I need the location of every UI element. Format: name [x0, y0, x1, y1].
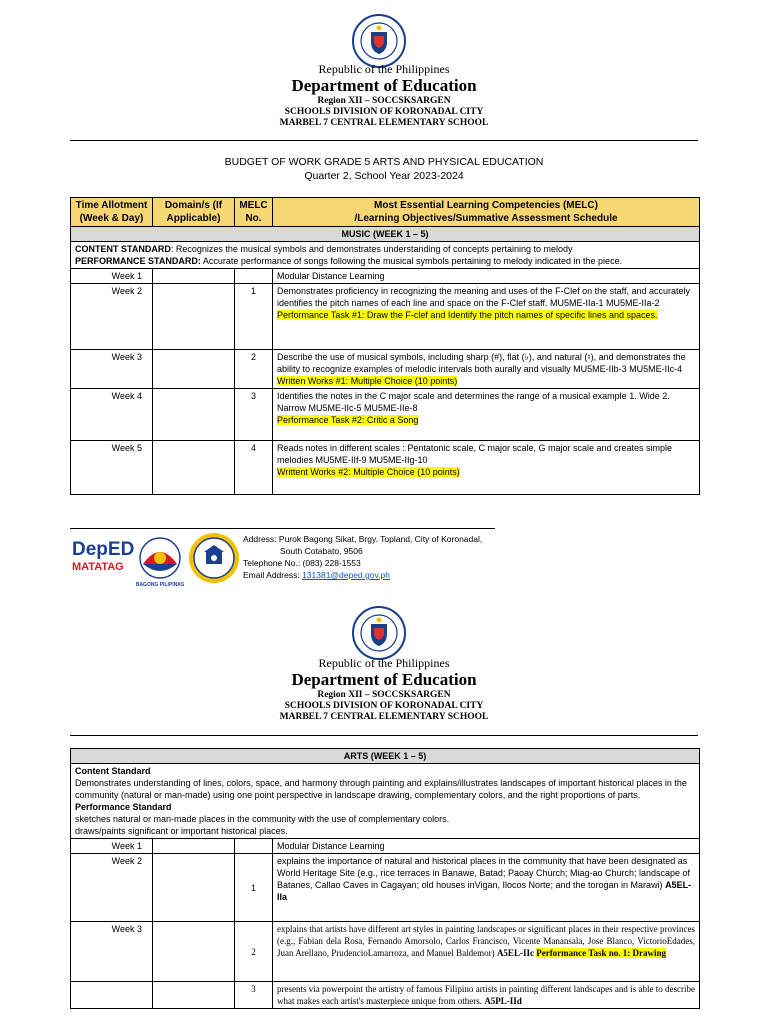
deped-logo-text: DepED [72, 539, 135, 560]
region-label: Region XII – SOCCSKSARGEN [317, 690, 451, 700]
assessment-task: Writtent Works #2: Multiple Choice (10 points) [277, 467, 460, 477]
assessment-task: Performance Task #2: Critic a Song [277, 415, 419, 425]
table-row [71, 284, 700, 350]
performance-standard-label: PERFORMANCE STANDARD: [75, 256, 201, 266]
content-standard-text: : Recognizes the musical symbols and demonstrates understanding of concepts pertaining to melody [170, 244, 573, 254]
address-line: Address: Purok Bagong Sikat, Brgy. Topland, City of Koronadal, [243, 534, 483, 544]
region-label: Region XII – SOCCSKSARGEN [317, 96, 451, 106]
republic-label: Republic of the Philippines [318, 62, 450, 76]
week-cell: Week 2 [71, 854, 153, 922]
week-cell: Week 1 [71, 839, 153, 854]
document-subtitle: Quarter 2, School Year 2023-2024 [304, 170, 464, 182]
music-band: MUSIC (WEEK 1 – 5) [71, 227, 700, 242]
department-title: Department of Education [291, 670, 477, 689]
republic-label: Republic of the Philippines [318, 656, 450, 670]
division-label: SCHOOLS DIVISION OF KORONADAL CITY [284, 107, 484, 117]
table-row [71, 854, 700, 922]
competency-cell [273, 854, 700, 922]
letterhead [0, 62, 768, 129]
col-domain-header: Domain/s (If Applicable) [153, 198, 235, 227]
assessment-task: Performance Task #1: Draw the F-clef and Identify the pitch names of specific lines and spaces. [277, 310, 658, 320]
email-label: Email Address: [243, 570, 303, 580]
school-contact [243, 533, 482, 581]
week-cell: Week 5 [71, 441, 153, 495]
competency-cell: Modular Distance Learning [273, 839, 700, 854]
melc-cell: 4 [235, 441, 273, 495]
competency-code: A5PL-IId [484, 996, 522, 1006]
col-competency-line2: /Learning Objectives/Summative Assessment Schedule [354, 213, 618, 224]
music-budget-table [70, 197, 700, 495]
week-cell: Week 3 [71, 350, 153, 389]
competency-cell [273, 922, 700, 982]
school-seal-icon [188, 532, 240, 584]
competency-text: Reads notes in different scales : Pentatonic scale, C major scale, G major scale and creates simple melodies MU5ME-IIf-9 MU5ME-IIg-10 [277, 443, 673, 465]
header-divider [70, 735, 698, 736]
letterhead [0, 656, 768, 723]
competency-code: A5EL-IIa [277, 880, 692, 902]
address-line-2: South Cotabato, 9506 [280, 546, 363, 556]
performance-standard-label: Performance Standard [75, 802, 172, 812]
melc-cell: 2 [235, 922, 273, 982]
content-standard-text: Demonstrates understanding of lines, colors, space, and harmony through painting and explains/illustrates landscapes of important historical places in the community (natural or man-made) using one point perspective in landscape drawing, complementary colors, and the right proportions of parts. [75, 778, 687, 800]
melc-cell [235, 839, 273, 854]
melc-cell: 1 [235, 854, 273, 922]
melc-cell [235, 269, 273, 284]
content-standard-label: Content Standard [75, 766, 151, 776]
table-row [71, 922, 700, 982]
music-standards [71, 242, 700, 269]
week-cell: Week 3 [71, 922, 153, 982]
bagong-pilipinas-label: BAGONG PILIPINAS [135, 582, 185, 588]
melc-cell: 2 [235, 350, 273, 389]
header-divider [70, 140, 698, 141]
competency-text: Demonstrates proficiency in recognizing the meaning and uses of the F-Clef on the staff, and accurately identifies the pitch names of each line and space on the F-Clef staff. MU5ME-IIa-1 MU5ME-IIa-2 [277, 286, 691, 308]
arts-band: ARTS (WEEK 1 – 5) [71, 749, 700, 764]
performance-standard-text: Accurate performance of songs following the musical symbols pertaining to melody indicated in the piece. [200, 256, 623, 266]
competency-cell [273, 389, 700, 441]
competency-cell [273, 350, 700, 389]
content-standard-label: CONTENT STANDARD [75, 244, 171, 254]
col-melc-header: MELC No. [235, 198, 273, 227]
melc-cell: 1 [235, 284, 273, 350]
table-row [71, 982, 700, 1009]
matatag-logo-text: MATATAG [72, 561, 124, 573]
competency-cell [273, 982, 700, 1009]
col-time-header: Time Allotment (Week & Day) [71, 198, 153, 227]
department-title: Department of Education [291, 76, 477, 95]
week-cell: Week 1 [71, 269, 153, 284]
deped-seal-icon [352, 606, 406, 660]
competency-text: Identifies the notes in the C major scale and determines the range of a musical example 1. Wide 2. Narrow MU5ME-IIc-5 MU5ME-IIe-8 [277, 391, 670, 413]
week-cell [71, 982, 153, 1009]
col-competency-line1: Most Essential Learning Competencies (MELC) [374, 200, 598, 211]
assessment-task: Performance Task no. 1: Drawing [536, 948, 666, 958]
col-competency-header [273, 198, 700, 227]
bagong-pilipinas-logo-icon [133, 534, 187, 588]
school-label: MARBEL 7 CENTRAL ELEMENTARY SCHOOL [279, 118, 489, 128]
table-row [71, 269, 700, 284]
document-title: BUDGET OF WORK GRADE 5 ARTS AND PHYSICAL EDUCATION [224, 156, 544, 168]
competency-text: presents via powerpoint the artistry of famous Filipino artists in painting different landscapes and is able to describe what makes each artist's masterpiece unique from others. [277, 984, 695, 1006]
arts-standards [71, 764, 700, 839]
table-row [71, 441, 700, 495]
competency-text: explains the importance of natural and historical places in the community that have been designated as World Heritage Site (e.g., rice terraces in Banawe, Batad; Paoay Church; Miag-ao Church; landscape of Batanes, Callao Caves in Cagayan; old houses inVigan, Ilocos Norte; and the torogan in Marawi) [277, 856, 691, 890]
competency-cell [273, 441, 700, 495]
table-row [71, 389, 700, 441]
performance-standard-text-2: draws/paints significant or important historical places. [75, 826, 288, 836]
telephone-line: Telephone No.: (083) 228-1553 [243, 558, 361, 568]
table-row [71, 350, 700, 389]
deped-matatag-logo [72, 539, 135, 584]
melc-cell: 3 [235, 982, 273, 1009]
week-cell: Week 4 [71, 389, 153, 441]
week-cell: Week 2 [71, 284, 153, 350]
competency-cell: Modular Distance Learning [273, 269, 700, 284]
arts-budget-table [70, 748, 700, 1009]
school-label: MARBEL 7 CENTRAL ELEMENTARY SCHOOL [279, 712, 489, 722]
performance-standard-text-1: sketches natural or man-made places in the community with the use of complementary colors. [75, 814, 450, 824]
competency-cell [273, 284, 700, 350]
table-row [71, 839, 700, 854]
email-link[interactable]: 131381@deped.gov.ph [302, 570, 390, 580]
division-label: SCHOOLS DIVISION OF KORONADAL CITY [284, 701, 484, 711]
deped-seal-icon [352, 14, 406, 68]
competency-text: Describe the use of musical symbols, including sharp (#), flat (♭), and natural (♮), and demonstrates the ability to recognize examples of melodic intervals both aurally and visually MU5ME-IIb-3 MU5ME-IIc-4 [277, 352, 686, 374]
competency-text: explains that artists have different art styles in painting landscapes or significant places in their respective provinces (e.g., Fabian dela Rosa, Fernando Amorsolo, Carlos Francisco, Vicente Manansala, Jose Blanco, VictorioEdades, Juan Arellano, PrudencioLamarroza, and Manuel Baldemor) [277, 924, 695, 958]
assessment-task: Written Works #1: Multiple Choice (10 points) [277, 376, 458, 386]
melc-cell: 3 [235, 389, 273, 441]
competency-code: A5EL-IIc [496, 948, 534, 958]
